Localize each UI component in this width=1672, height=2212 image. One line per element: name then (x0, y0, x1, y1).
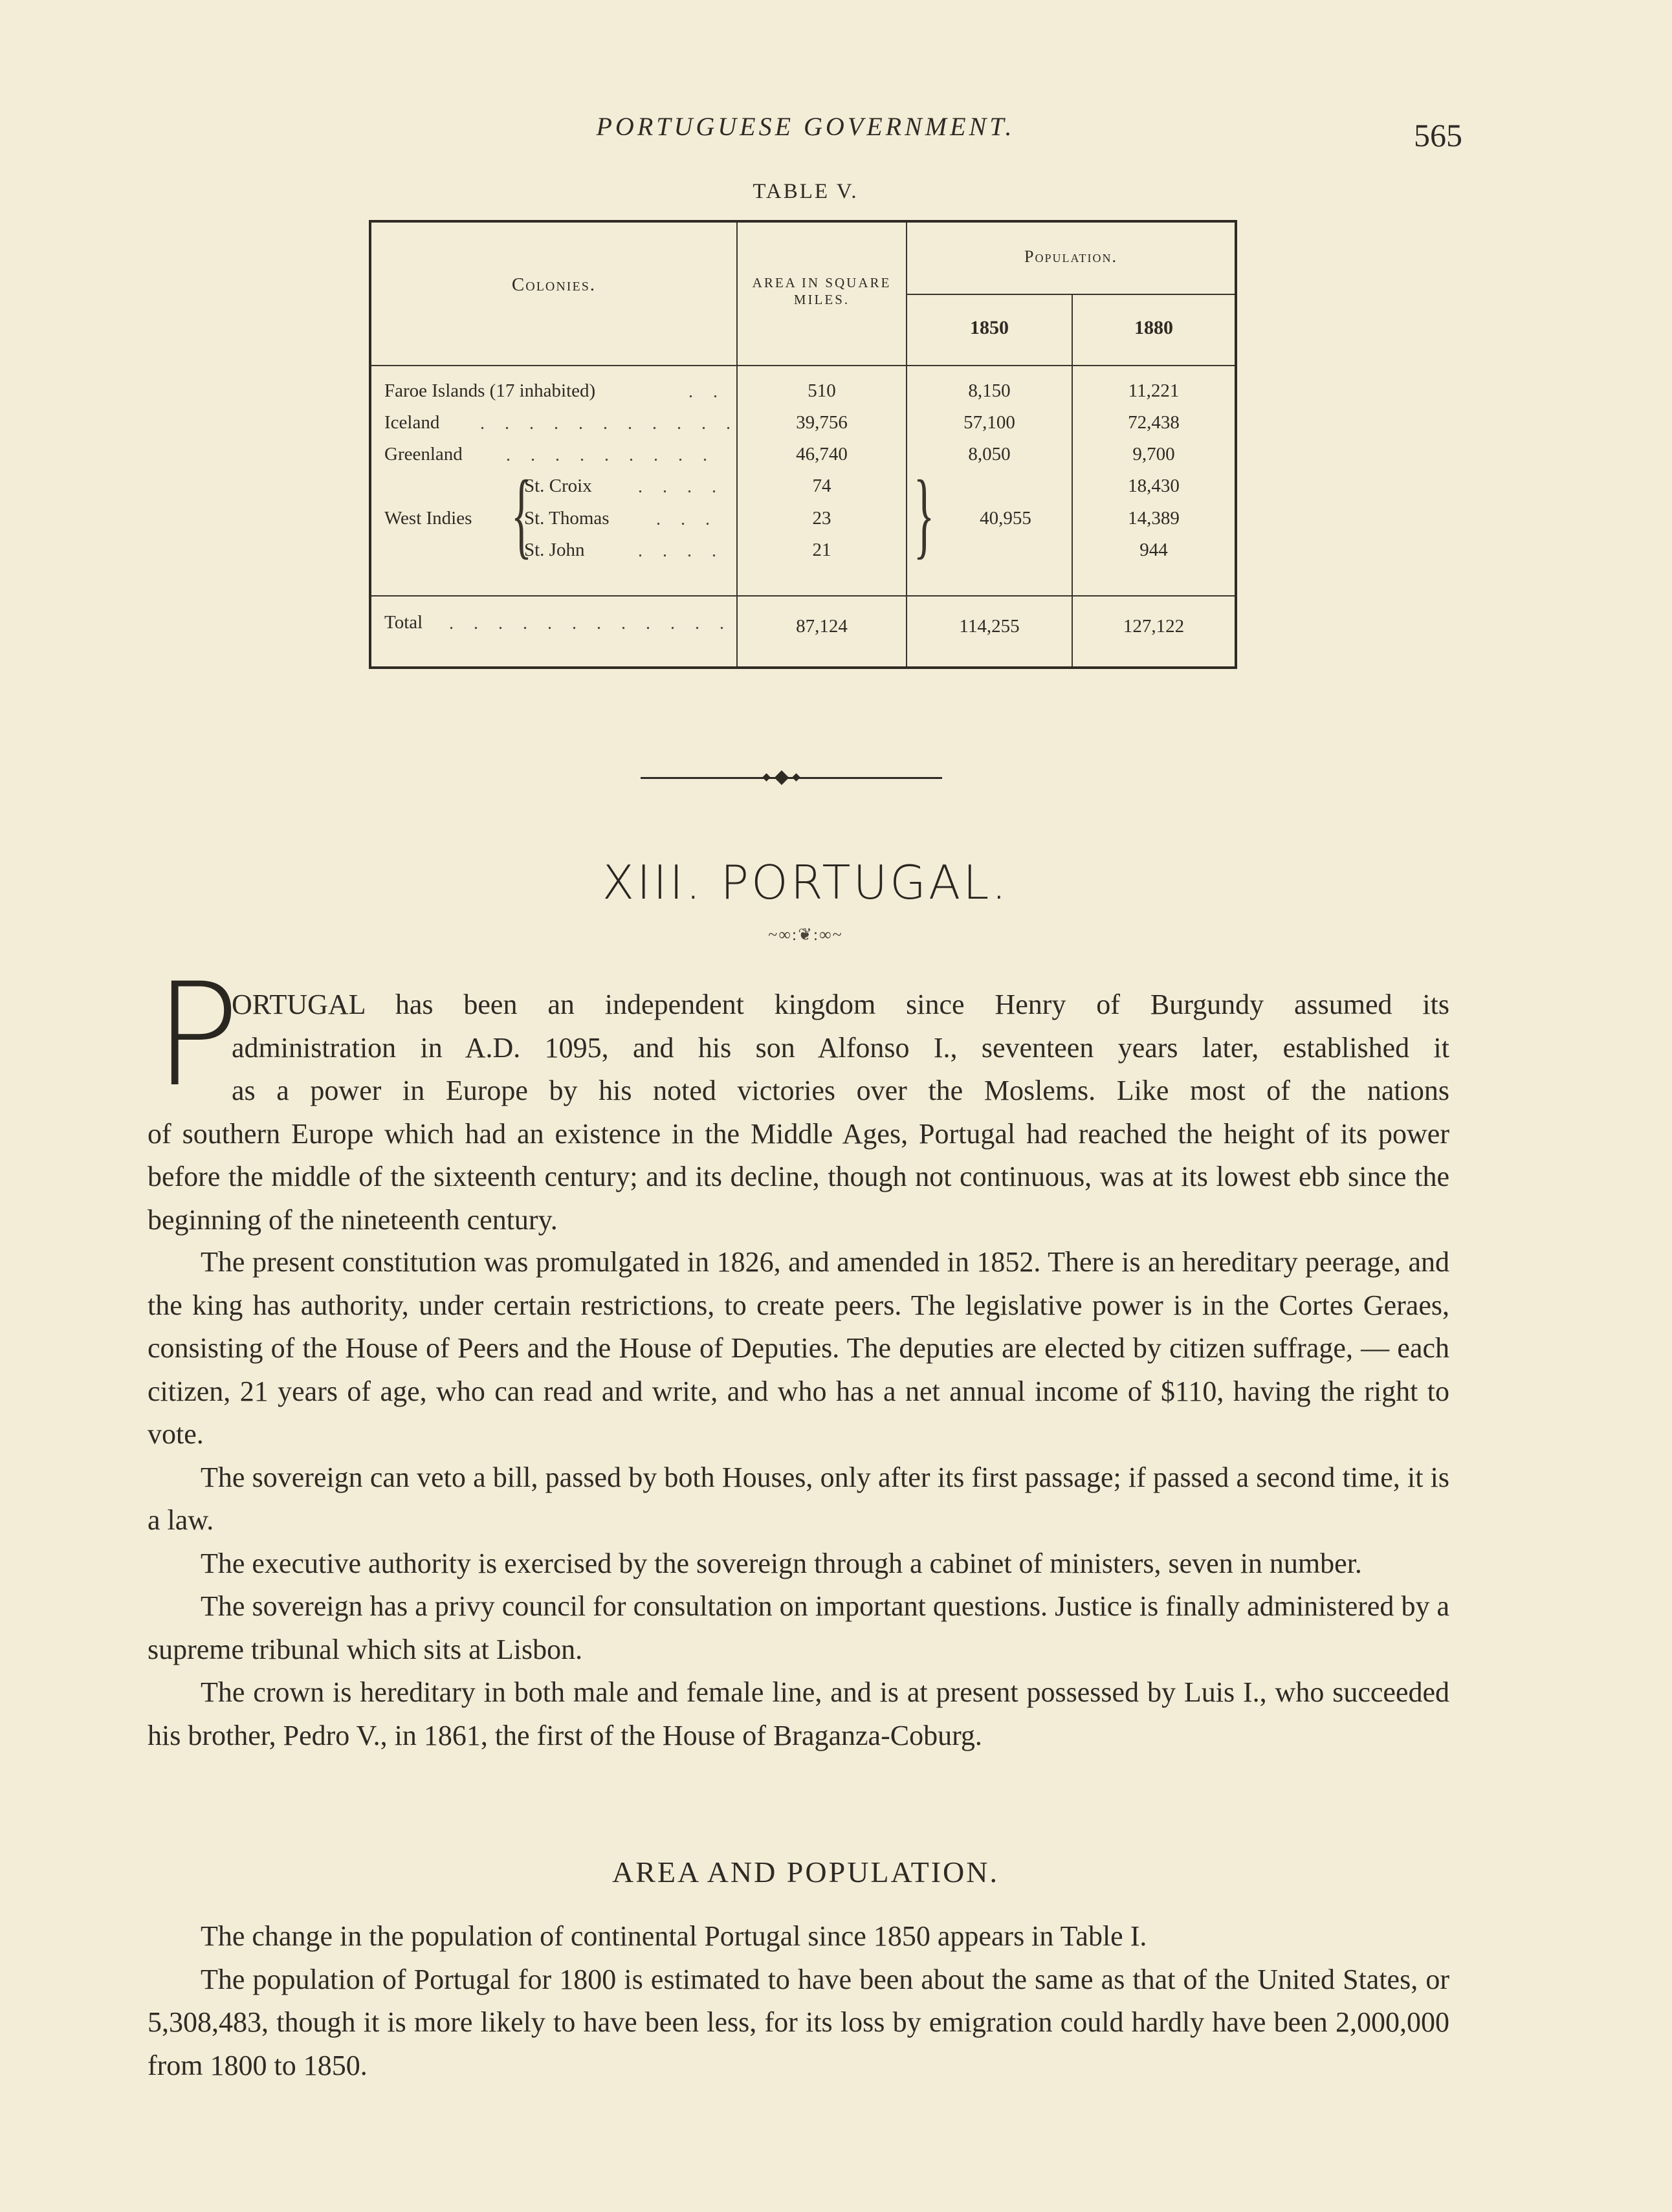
ornament-diamond-icon (762, 773, 771, 782)
paragraph-line: administration in A.D. 1095, and his son Alfonso I., seventeen years later, established it (232, 1031, 1449, 1064)
running-head: PORTUGUESE GOVERNMENT. (596, 112, 1015, 141)
right-brace-icon: { (913, 461, 935, 568)
row-name: Iceland (384, 412, 440, 433)
table-rule (371, 595, 1235, 597)
subheading-area-population: AREA AND POPULATION. (612, 1856, 999, 1889)
west-indies-pop-1850: 40,955 (980, 508, 1031, 529)
body-text-block-2 (148, 1915, 1449, 2087)
dot-leader: . . . (656, 509, 718, 529)
area-header (738, 274, 906, 308)
row-pop-1880: 9,700 (1132, 444, 1175, 465)
row-name: St. John (524, 540, 585, 560)
paragraph-veto: The sovereign can veto a bill, passed by both Houses, only after its first passage; if passed a second time, it is a law. (148, 1461, 1449, 1536)
colonies-table (369, 220, 1237, 669)
paragraph-executive: The executive authority is exercised by the sovereign through a cabinet of ministers, seven in number. (201, 1547, 1362, 1579)
row-pop-1850: 8,050 (968, 444, 1011, 465)
row-pop-1880: 11,221 (1128, 380, 1180, 401)
total-label: Total (384, 612, 423, 633)
dot-leader: . . . . (638, 477, 724, 497)
section-title: XIII. PORTUGAL. (602, 855, 1009, 910)
paragraph-crown: The crown is hereditary in both male and female line, and is at present possessed by Luis I., who succeeded his brother, Pedro V., in 1861, the first of the House of Braganza-Coburg. (148, 1676, 1449, 1751)
title-ornament-icon: ~∞:❦:∞~ (768, 925, 843, 944)
total-area: 87,124 (796, 616, 848, 637)
paragraph-line: of southern Europe which had an existence in the Middle Ages, Portugal had reached the height of its power before the middle of the sixteenth century; and its decline, though not continuous, was at its lowest ebb since the beginning of the nineteenth century. (148, 1117, 1449, 1236)
ornament-diamond-icon (792, 773, 800, 782)
page-number: 565 (1414, 117, 1462, 153)
area-header-line2: MILES. (793, 292, 850, 307)
row-area: 510 (808, 380, 836, 401)
row-pop-1880: 18,430 (1128, 476, 1180, 496)
paragraph-line: as a power in Europe by his noted victories over the Moslems. Like most of the nations (232, 1075, 1449, 1106)
row-name: Faroe Islands (17 inhabited) (384, 380, 596, 401)
row-pop-1880: 14,389 (1128, 508, 1180, 529)
paragraph-intro (148, 983, 1449, 1242)
dot-leader: . . . . . . . . . . . (480, 413, 738, 433)
population-header: Population. (1024, 247, 1117, 266)
row-name: St. Croix (524, 476, 592, 496)
paragraph-constitution: The present constitution was promulgated in 1826, and amended in 1852. There is an hereditary peerage, and the king has authority, under certain restrictions, to create peers. The legislative power is in the Cortes Geraes, consisting of the House of Peers and the House of Deputies. The deputies are elected by citizen suffrage, — each citizen, 21 years of age, who can read and write, and who has a net annual income of $110, having the right to vote. (148, 1246, 1449, 1450)
table-rule (907, 294, 1235, 295)
colonies-header: Colonies. (511, 274, 597, 295)
table-caption: TABLE V. (753, 180, 859, 203)
row-pop-1880: 72,438 (1128, 412, 1180, 433)
row-pop-1850: 57,100 (963, 412, 1015, 433)
drop-cap: P (154, 952, 240, 1118)
ornament-diamond-icon (775, 771, 789, 785)
body-text-block (148, 1241, 1449, 1757)
row-area: 46,740 (796, 444, 848, 465)
row-name: St. Thomas (524, 508, 610, 529)
paragraph-population-1800: The population of Portugal for 1800 is estimated to have been about the same as that of the United States, or 5,308,483, though it is more likely to have been less, for its loss by emigration could hardly have been 2,000,000 from 1800 to 1850. (148, 1963, 1449, 2081)
area-header-line1: AREA IN SQUARE (752, 275, 892, 290)
dot-leader: . . (688, 382, 725, 402)
row-name: Greenland (384, 444, 463, 465)
divider-ornament (641, 777, 942, 779)
dot-leader: . . . . . . . . . (506, 445, 715, 465)
row-area: 74 (812, 476, 831, 496)
paragraph-line: ORTUGAL has been an independent kingdom since Henry of Burgundy assumed its (232, 989, 1449, 1020)
row-pop-1880: 944 (1139, 540, 1168, 560)
year-1880-header: 1880 (1134, 317, 1173, 338)
row-area: 23 (812, 508, 831, 529)
left-brace-icon: { (511, 461, 533, 568)
dot-leader: . . . . . . . . . . . . (449, 613, 732, 633)
row-area: 21 (812, 540, 831, 560)
table-rule (371, 365, 1235, 366)
dot-leader: . . . . (638, 541, 724, 561)
paragraph-population-change: The change in the population of continental Portugal since 1850 appears in Table I. (201, 1920, 1147, 1952)
row-area: 39,756 (796, 412, 848, 433)
total-pop-1850: 114,255 (959, 616, 1020, 637)
paragraph-privy-council: The sovereign has a privy council for consultation on important questions. Justice is finally administered by a supreme tribunal which sits at Lisbon. (148, 1590, 1449, 1665)
row-pop-1850: 8,150 (968, 380, 1011, 401)
year-1850-header: 1850 (970, 317, 1009, 338)
west-indies-label: West Indies (384, 508, 472, 529)
total-pop-1880: 127,122 (1123, 616, 1185, 637)
